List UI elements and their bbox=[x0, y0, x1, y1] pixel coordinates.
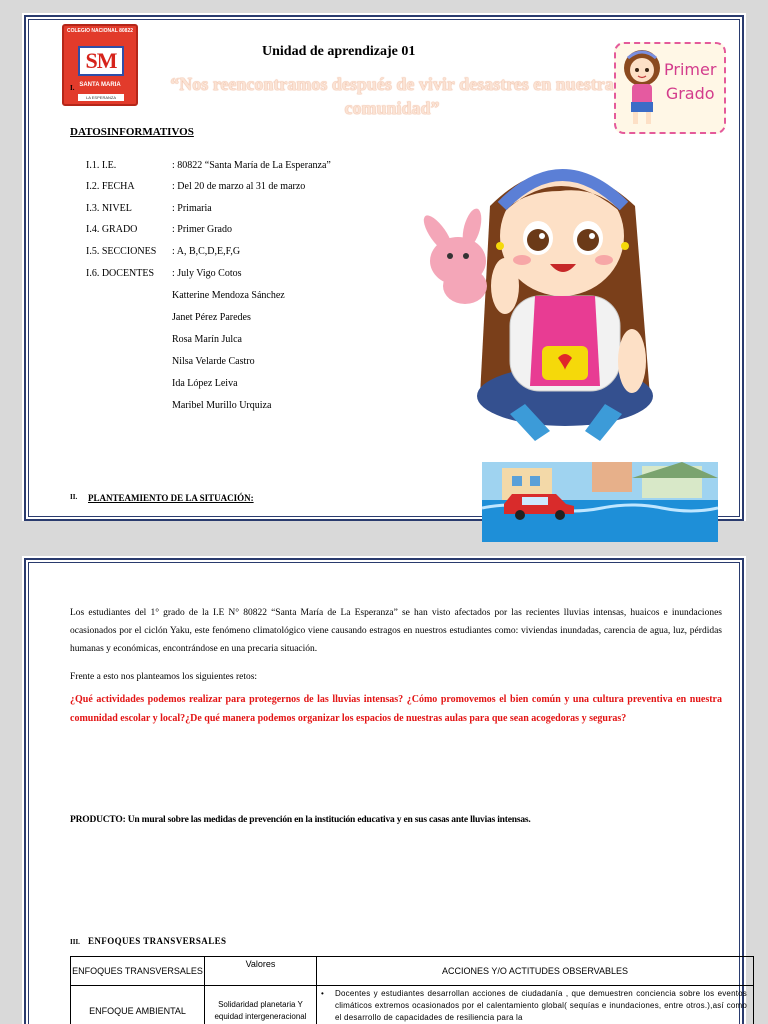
info-value: : 80822 “Santa María de La Esperanza” bbox=[172, 160, 331, 171]
acciones-text: Docentes y estudiantes desarrollan acciones de ciudadanía , que demuestren conciencia sobre los eventos climáticos extremos ocasionados por el calentamiento global( sequías e inundaciones, entre otros.),así como el desarrollo de capacidades de resiliencia para la bbox=[335, 989, 747, 1022]
badge-line-1: Primer bbox=[664, 60, 717, 79]
info-value: : A, B,C,D,E,F,G bbox=[172, 246, 241, 257]
logo-letters: SM bbox=[78, 46, 124, 76]
flood-image bbox=[482, 462, 718, 542]
logo-top-text: COLEGIO NACIONAL 80822 bbox=[66, 28, 134, 34]
badge-line-2: Grado bbox=[665, 84, 715, 103]
table-header-valores: Valores bbox=[205, 957, 317, 986]
table-cell-enfoque: ENFOQUE AMBIENTAL bbox=[71, 986, 205, 1024]
section-3-numeral: III. bbox=[70, 938, 80, 946]
info-value: : Primer Grado bbox=[172, 224, 232, 235]
girl-illustration bbox=[410, 146, 670, 450]
teacher-name: Janet Pérez Paredes bbox=[172, 312, 251, 323]
info-label: I.6. DOCENTES bbox=[86, 268, 155, 279]
challenge-questions: ¿Qué actividades podemos realizar para protegernos de las lluvias intensas? ¿Cómo promovemos el bien común y una cultura preventiva en nuestra comunidad escolar y local?¿De qué manera podemos organizar los espacios de nuestras aulas para que sean acogedoras y seguras? bbox=[70, 694, 722, 724]
enfoques-table bbox=[70, 956, 754, 1024]
page-title: Unidad de aprendizaje 01 bbox=[262, 44, 416, 59]
info-label: I.3. NIVEL bbox=[86, 203, 132, 214]
info-value: : July Vigo Cotos bbox=[172, 268, 242, 279]
teacher-name: Maribel Murillo Urquiza bbox=[172, 400, 272, 411]
section-1-numeral: I. bbox=[70, 84, 75, 92]
info-row-fecha bbox=[86, 181, 305, 192]
situation-intro: Frente a esto nos planteamos los siguientes retos: bbox=[70, 672, 258, 682]
section-2-heading: PLANTEAMIENTO DE LA SITUACIÓN: bbox=[88, 493, 254, 503]
info-value: : Primaria bbox=[172, 203, 212, 214]
grade-badge bbox=[614, 42, 726, 134]
info-value: : Del 20 de marzo al 31 de marzo bbox=[172, 181, 306, 192]
info-row-nivel bbox=[86, 203, 212, 214]
unit-subtitle: “Nos reencontramos después de vivir desastres en nuestra comunidad” bbox=[170, 74, 614, 118]
info-row-secciones bbox=[86, 246, 240, 257]
table-cell-acciones bbox=[317, 986, 754, 1024]
logo-sub: LA ESPERANZA bbox=[78, 94, 124, 101]
info-label: I.5. SECCIONES bbox=[86, 246, 157, 257]
teacher-name: Ida López Leiva bbox=[172, 378, 238, 389]
flood-illustration bbox=[482, 462, 718, 542]
table-cell-valores: Solidaridad planetaria Y equidad intergeneracional bbox=[205, 986, 317, 1024]
datos-heading: DATOSINFORMATIVOS bbox=[70, 126, 194, 138]
situation-paragraph: Los estudiantes del 1° grado de la I.E N° 80822 “Santa María de La Esperanza” se han visto afectados por las recientes lluvias intensas, huaicos e inundaciones ocasionados por el ciclón Yaku, este fenómeno climatológico viene causando estragos en nuestros estudiantes como: viviendas inundadas, carencia de agua, luz, pérdidas humanas y económicas, encontrándose en una precaria situación. bbox=[70, 608, 722, 654]
bullet-icon: • bbox=[321, 989, 324, 998]
table-header-row bbox=[71, 957, 754, 986]
teacher-name: Rosa Marín Julca bbox=[172, 334, 242, 345]
info-label: I.2. FECHA bbox=[86, 181, 135, 192]
product-statement: PRODUCTO: Un mural sobre las medidas de prevención en la institución educativa y en sus casas ante lluvias intensas. bbox=[70, 815, 531, 825]
info-row-grado bbox=[86, 224, 232, 235]
info-label: I.1. I.E. bbox=[86, 160, 117, 171]
school-logo bbox=[62, 24, 138, 106]
teacher-name: Katterine Mendoza Sánchez bbox=[172, 290, 285, 301]
table-row bbox=[71, 986, 754, 1024]
logo-name: SANTA MARIA bbox=[79, 82, 121, 88]
section-3-heading: ENFOQUES TRANSVERSALES bbox=[88, 936, 227, 946]
info-label: I.4. GRADO bbox=[86, 224, 138, 235]
girl-sticker-icon bbox=[618, 46, 668, 130]
teacher-name: Nilsa Velarde Castro bbox=[172, 356, 255, 367]
table-header-acciones: ACCIONES Y/O ACTITUDES OBSERVABLES bbox=[317, 957, 754, 986]
section-2-numeral: II. bbox=[70, 493, 78, 501]
info-row-ie bbox=[86, 160, 331, 171]
info-row-docentes bbox=[86, 268, 242, 279]
badge-text bbox=[664, 58, 716, 106]
table-header-enfoques: ENFOQUES TRANSVERSALES bbox=[71, 957, 205, 986]
